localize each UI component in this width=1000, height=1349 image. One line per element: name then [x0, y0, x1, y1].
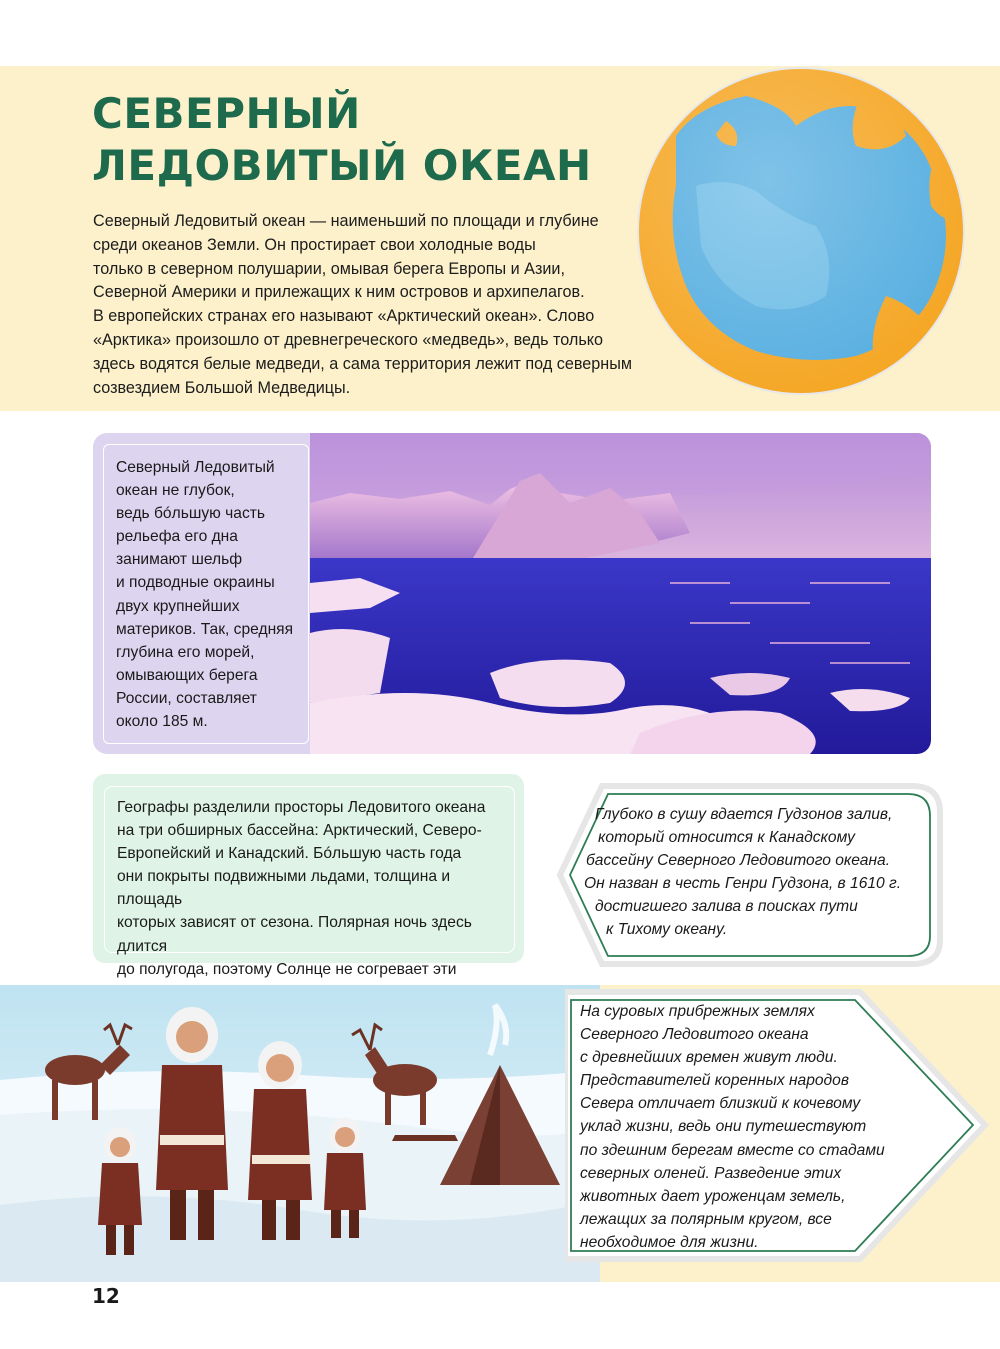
- depth-line: рельефа его дна: [116, 528, 238, 546]
- page-title: [92, 88, 612, 192]
- basins-line: которых зависят от сезона. Полярная ночь здесь длится: [117, 914, 472, 955]
- depth-text: [116, 456, 301, 733]
- depth-line: Северный Ледовитый: [116, 459, 275, 476]
- intro-line: «Арктика» произошло от древнегреческого «медведь», ведь только: [93, 330, 604, 349]
- nomads-line: северных оленей. Разведение этих: [580, 1164, 842, 1182]
- nomads-text: [580, 1000, 920, 1254]
- hudson-line: к Тихому океану.: [606, 921, 728, 939]
- nomads-line: На суровых прибрежных землях: [580, 1003, 815, 1020]
- intro-line: среди океанов Земли. Он простирает свои холодные воды: [93, 235, 536, 254]
- nomads-line: по здешним берегам вместе со стадами: [580, 1141, 885, 1159]
- basins-text: [117, 796, 512, 1004]
- page-number: 12: [92, 1284, 120, 1308]
- intro-line: В европейских странах его называют «Арктический океан». Слово: [93, 307, 595, 326]
- nomads-line: Представителей коренных народов: [580, 1072, 849, 1090]
- nomads-line: уклад жизни, ведь они путешествуют: [580, 1118, 867, 1136]
- basins-line: до полугода, поэтому Солнце не согревает эти: [117, 960, 457, 978]
- nomads-line: лежащих за полярным кругом, все: [580, 1210, 832, 1228]
- nomads-line: Севера отличает близкий к кочевому: [580, 1095, 861, 1113]
- nomads-illustration: [0, 985, 600, 1282]
- hudson-line: который относится к Канадскому: [598, 829, 855, 847]
- hudson-text: [578, 803, 938, 942]
- basins-line: Европейский и Канадский. Бóльшую часть года: [117, 845, 462, 863]
- depth-line: материков. Так, средняя: [116, 620, 294, 638]
- arctic-sea-illustration: [310, 433, 931, 754]
- depth-line: России, составляет: [116, 689, 257, 707]
- hudson-line: Глубоко в сушу вдается Гудзонов залив,: [595, 806, 893, 823]
- depth-line: занимают шельф: [116, 551, 243, 569]
- intro-line: созвездием Большой Медведицы.: [93, 378, 351, 397]
- intro-paragraph: [93, 210, 653, 400]
- depth-line: ведь бóльшую часть: [116, 505, 266, 523]
- depth-line: глубина его морей,: [116, 643, 255, 661]
- globe-arctic-map: [636, 66, 966, 396]
- intro-line: здесь водятся белые медведи, а сама территория лежит под северным: [93, 354, 632, 373]
- hudson-line: достигшего залива в поисках пути: [595, 898, 858, 916]
- intro-line: Северной Америки и прилежащих к ним островов и архипелагов.: [93, 283, 585, 302]
- basins-line: они покрыты подвижными льдами, толщина и площадь: [117, 868, 451, 909]
- nomads-line: Северного Ледовитого океана: [580, 1026, 809, 1044]
- depth-line: океан не глубок,: [116, 482, 235, 500]
- depth-line: около 185 м.: [116, 713, 208, 731]
- intro-line: Северный Ледовитый океан — наименьший по площади и глубине: [93, 212, 599, 230]
- nomads-line: животных дает уроженцам земель,: [580, 1187, 846, 1205]
- depth-line: двух крупнейших: [116, 597, 240, 615]
- intro-line: только в северном полушарии, омывая берега Европы и Азии,: [93, 259, 565, 278]
- depth-line: омывающих берега: [116, 666, 258, 684]
- hudson-line: Он назван в честь Генри Гудзона, в 1610 г.: [584, 875, 902, 893]
- title-line-2: ЛЕДОВИТЫЙ ОКЕАН: [92, 141, 592, 190]
- title-line-1: СЕВЕРНЫЙ: [92, 89, 361, 138]
- nomads-line: с древнейших времен живут люди.: [580, 1049, 838, 1067]
- nomads-line: необходимое для жизни.: [580, 1233, 759, 1251]
- depth-line: и подводные окраины: [116, 574, 275, 592]
- basins-line: на три обширных бассейна: Арктический, Северо-: [117, 822, 482, 840]
- basins-line: Географы разделили просторы Ледовитого океана: [117, 799, 486, 816]
- hudson-line: бассейну Северного Ледовитого океана.: [586, 852, 891, 870]
